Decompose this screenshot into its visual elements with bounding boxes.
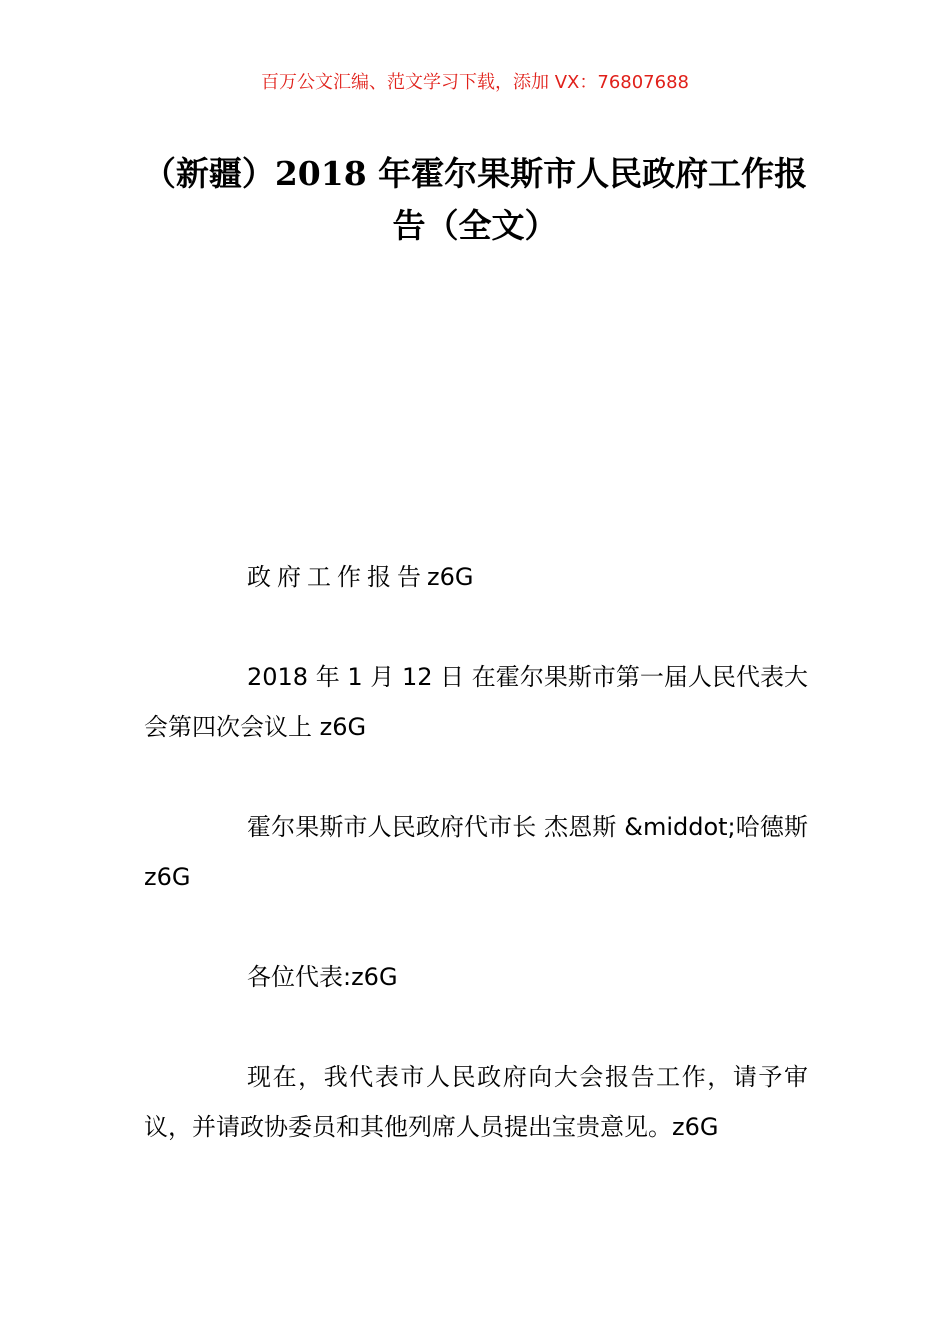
- speaker-paragraph: 霍尔果斯市人民政府代市长 杰恩斯 &middot;哈德斯 z6G: [144, 813, 808, 891]
- header-note: 百万公文汇编、范文学习下载，添加 VX：76807688: [261, 72, 689, 93]
- document-body: [144, 552, 808, 1202]
- document-title: （新疆）2018 年霍尔果斯市人民政府工作报告（全文）: [142, 154, 808, 245]
- meeting-date-paragraph: 2018 年 1 月 12 日 在霍尔果斯市第一届人民代表大会第四次会议上 z6G: [144, 663, 808, 741]
- salutation-paragraph: 各位代表:z6G: [247, 963, 398, 991]
- report-heading-text: 政府工作报告: [247, 563, 427, 591]
- opening-paragraph: 现在，我代表市人民政府向大会报告工作，请予审议，并请政协委员和其他列席人员提出宝贵意见。z6G: [144, 1063, 808, 1141]
- report-heading-paragraph: [144, 552, 808, 602]
- report-heading-tail: z6G: [427, 563, 474, 591]
